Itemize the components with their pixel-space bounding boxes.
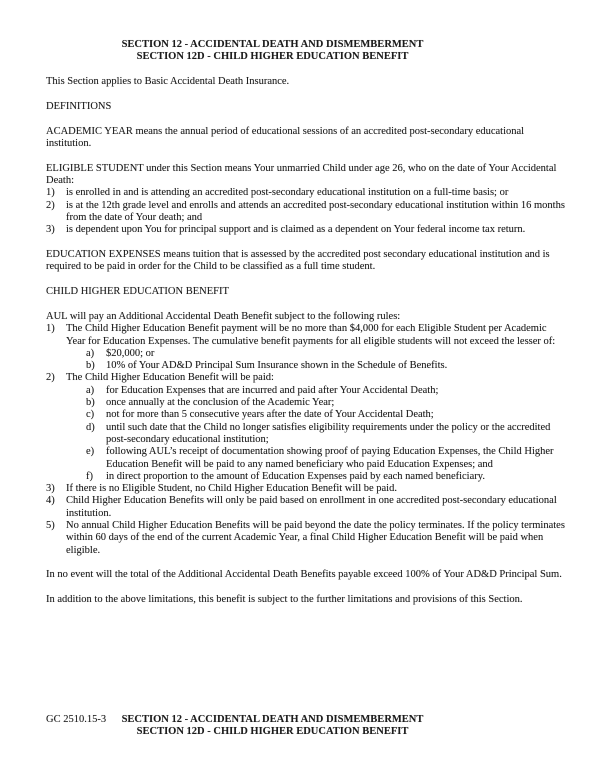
list-marker: a) bbox=[86, 347, 95, 359]
list-item-text: is dependent upon You for principal support and is claimed as a dependent on Your federal income tax return. bbox=[66, 224, 526, 236]
eligible-student-definition bbox=[46, 163, 568, 237]
list-item bbox=[86, 409, 568, 421]
list-marker: 3) bbox=[46, 224, 55, 236]
list-marker: a) bbox=[86, 384, 95, 396]
academic-year-definition: ACADEMIC YEAR means the annual period of educational sessions of an accredited post-secondary educational institution. bbox=[46, 125, 525, 149]
definitions-heading: DEFINITIONS bbox=[46, 100, 112, 112]
list-marker: 3) bbox=[46, 483, 55, 495]
list-item-text: is enrolled in and is attending an accredited post-secondary educational institution on a full-time basis; or bbox=[66, 187, 509, 199]
additional-limitations-paragraph: In addition to the above limitations, this benefit is subject to the further limitations and provisions of this Section. bbox=[46, 594, 523, 606]
rules-intro: AUL will pay an Additional Accidental Death Benefit subject to the following rules: bbox=[46, 310, 401, 322]
list-marker: b) bbox=[86, 360, 95, 372]
list-marker: e) bbox=[86, 446, 95, 458]
list-item bbox=[46, 224, 568, 236]
footer-title-line1: SECTION 12 - ACCIDENTAL DEATH AND DISMEMBERMENT bbox=[121, 714, 424, 725]
list-item bbox=[86, 348, 568, 360]
footer-title-line2: SECTION 12D - CHILD HIGHER EDUCATION BENEFIT bbox=[136, 726, 409, 738]
doc-code: GC 2510.15-3 bbox=[46, 714, 107, 725]
list-item bbox=[86, 422, 568, 447]
rule-item-2 bbox=[46, 372, 568, 483]
list-item bbox=[86, 360, 568, 372]
list-item bbox=[46, 323, 568, 348]
list-item bbox=[46, 200, 568, 225]
rule-item-5 bbox=[46, 520, 568, 557]
page-header bbox=[0, 39, 545, 64]
list-item-text: The Child Higher Education Benefit payment will be no more than $4,000 for each Eligible Student per Academic Year for Education Expenses. The cumulative benefit payments for all eligible students will not exceed the lesser of: bbox=[66, 323, 556, 347]
list-item-text: once annually at the conclusion of the Academic Year; bbox=[106, 397, 335, 409]
list-marker: 1) bbox=[46, 323, 55, 335]
list-item-text: for Education Expenses that are incurred and paid after Your Accidental Death; bbox=[106, 384, 439, 396]
list-marker: 1) bbox=[46, 187, 55, 199]
list-item-text: following AUL’s receipt of documentation showing proof of paying Education Expenses, the Child Higher Education Benefit will be paid to any named beneficiary who paid Education Expenses; and bbox=[106, 446, 554, 470]
list-item-text: is at the 12th grade level and enrolls and attends an accredited post-secondary educational institution within 16 months from the date of Your death; and bbox=[66, 199, 565, 223]
list-item-text: $20,000; or bbox=[106, 347, 155, 359]
rule-item-1 bbox=[46, 323, 568, 372]
list-item-text: until such date that the Child no longer satisfies eligibility requirements under the policy or the accredited post-secondary educational institution; bbox=[106, 421, 551, 445]
benefit-heading: CHILD HIGHER EDUCATION BENEFIT bbox=[46, 286, 229, 298]
education-expenses-definition: EDUCATION EXPENSES means tuition that is assessed by the accredited post secondary educational institution and is required to be paid in order for the Child to be classified as a full time student. bbox=[46, 249, 550, 273]
list-marker: f) bbox=[86, 470, 93, 482]
list-item bbox=[86, 446, 568, 471]
list-marker: d) bbox=[86, 421, 95, 433]
list-marker: 5) bbox=[46, 520, 55, 531]
list-item bbox=[86, 397, 568, 409]
list-item bbox=[86, 471, 568, 483]
rule-item-3 bbox=[46, 483, 568, 495]
eligible-student-intro: ELIGIBLE STUDENT under this Section means Your unmarried Child under age 26, who on the date of Your Accidental Death: bbox=[46, 162, 557, 187]
list-item-text: in direct proportion to the amount of Education Expenses paid by each named beneficiary. bbox=[106, 470, 485, 482]
list-item-text: The Child Higher Education Benefit will be paid: bbox=[66, 372, 274, 384]
rule-2-sublist bbox=[86, 385, 568, 483]
list-item-text: 10% of Your AD&D Principal Sum Insurance shown in the Schedule of Benefits. bbox=[106, 360, 448, 372]
list-marker: 4) bbox=[46, 495, 55, 507]
header-title-line2: SECTION 12D - CHILD HIGHER EDUCATION BENEFIT bbox=[136, 51, 409, 63]
list-marker: c) bbox=[86, 409, 95, 421]
list-item-text: No annual Child Higher Education Benefits will be paid beyond the date the policy terminates. If the policy terminates within 60 days of the end of the current Academic Year, a final Child Higher Education Benefit will be paid when eligible. bbox=[66, 520, 565, 556]
rule-item-4 bbox=[46, 495, 568, 520]
list-item bbox=[86, 385, 568, 397]
list-item bbox=[46, 372, 568, 384]
header-title-line1: SECTION 12 - ACCIDENTAL DEATH AND DISMEMBERMENT bbox=[121, 39, 424, 50]
total-limit-paragraph: In no event will the total of the Additional Accidental Death Benefits payable exceed 100% of Your AD&D Principal Sum. bbox=[46, 569, 562, 581]
rule-1-sublist bbox=[86, 348, 568, 373]
eligible-student-list bbox=[46, 187, 568, 236]
list-item-text: If there is no Eligible Student, no Child Higher Education Benefit will be paid. bbox=[66, 483, 397, 495]
list-item bbox=[46, 187, 568, 199]
list-item-text: Child Higher Education Benefits will only be paid based on enrollment in one accredited post-secondary educational institution. bbox=[66, 495, 557, 519]
list-item-text: not for more than 5 consecutive years after the date of Your Accidental Death; bbox=[106, 409, 434, 421]
list-marker: b) bbox=[86, 397, 95, 409]
list-marker: 2) bbox=[46, 199, 55, 211]
benefit-rules bbox=[46, 311, 568, 557]
applies-paragraph: This Section applies to Basic Accidental Death Insurance. bbox=[46, 76, 290, 88]
rules-list bbox=[46, 323, 568, 557]
list-marker: 2) bbox=[46, 372, 55, 384]
page-footer bbox=[0, 714, 600, 739]
